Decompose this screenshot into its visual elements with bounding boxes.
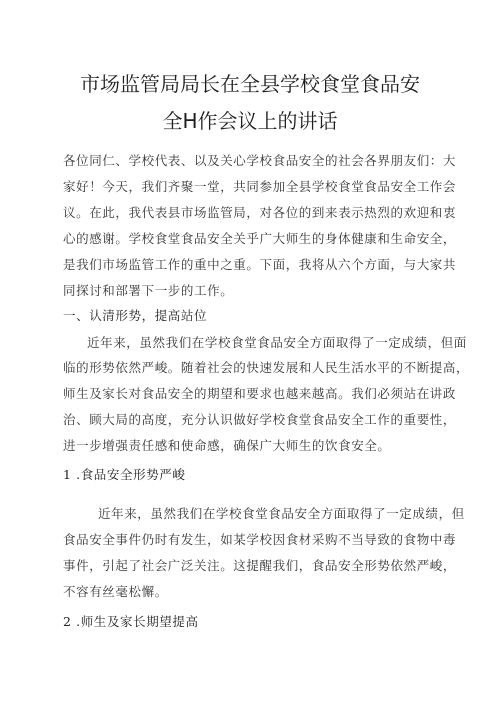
intro-line-1: 各位同仁、学校代表、以及关心学校食品安全的社会各界朋友们：大	[63, 153, 457, 168]
section-1-line-1: 近年来，虽然我们在学校食堂食品安全方面取得了一定成绩，但面	[87, 335, 467, 350]
intro-line-5: 是我们市场监管工作的重中之重。下面，我将从六个方面，与大家共	[63, 257, 457, 272]
subsection-2-heading: 2 .师生及家长期望提高	[63, 614, 199, 629]
subsection-1-line-3: 事件，引起了社会广泛关注。这提醒我们，食品安全形势依然严峻，	[63, 558, 457, 573]
document-title-line-1: 市场监管局局长在全县学校食堂食品安	[80, 72, 420, 96]
subsection-1-line-2: 食品安全事件仍时有发生，如某学校因食材采购不当导致的食物中毒	[63, 532, 457, 547]
section-1-line-2: 临的形势依然严峻。随着社会的快速发展和人民生活水平的不断提高，	[63, 360, 470, 375]
subsection-1-line-4: 不容有丝毫松懈。	[63, 584, 168, 599]
section-1-line-3: 师生及家长对食品安全的期望和要求也越来越高。我们必须站在讲政	[63, 386, 457, 401]
intro-line-3: 议。在此，我代表县市场监管局，对各位的到来表示热烈的欢迎和衷	[63, 205, 457, 220]
intro-line-4: 心的感谢。学校食堂食品安全关乎广大师生的身体健康和生命安全，	[63, 231, 457, 246]
subsection-1-heading: 1 .食品安全形势严峻	[63, 467, 186, 482]
section-1-line-5: 进一步增强责任感和使命感，确保广大师生的饮食安全。	[63, 438, 391, 453]
subsection-1-line-1: 近年来，虽然我们在学校食堂食品安全方面取得了一定成绩，但	[98, 506, 465, 521]
intro-line-6: 同探讨和部署下一步的工作。	[63, 283, 234, 298]
section-1-heading: 一、认清形势，提高站位	[63, 308, 208, 323]
document-title-line-2: 全H作会议上的讲话	[162, 109, 338, 133]
section-1-line-4: 治、顾大局的高度，充分认识做好学校食堂食品安全工作的重要性，	[63, 412, 457, 427]
intro-line-2: 家好！今天，我们齐聚一堂，共同参加全县学校食堂食品安全工作会	[63, 179, 457, 194]
